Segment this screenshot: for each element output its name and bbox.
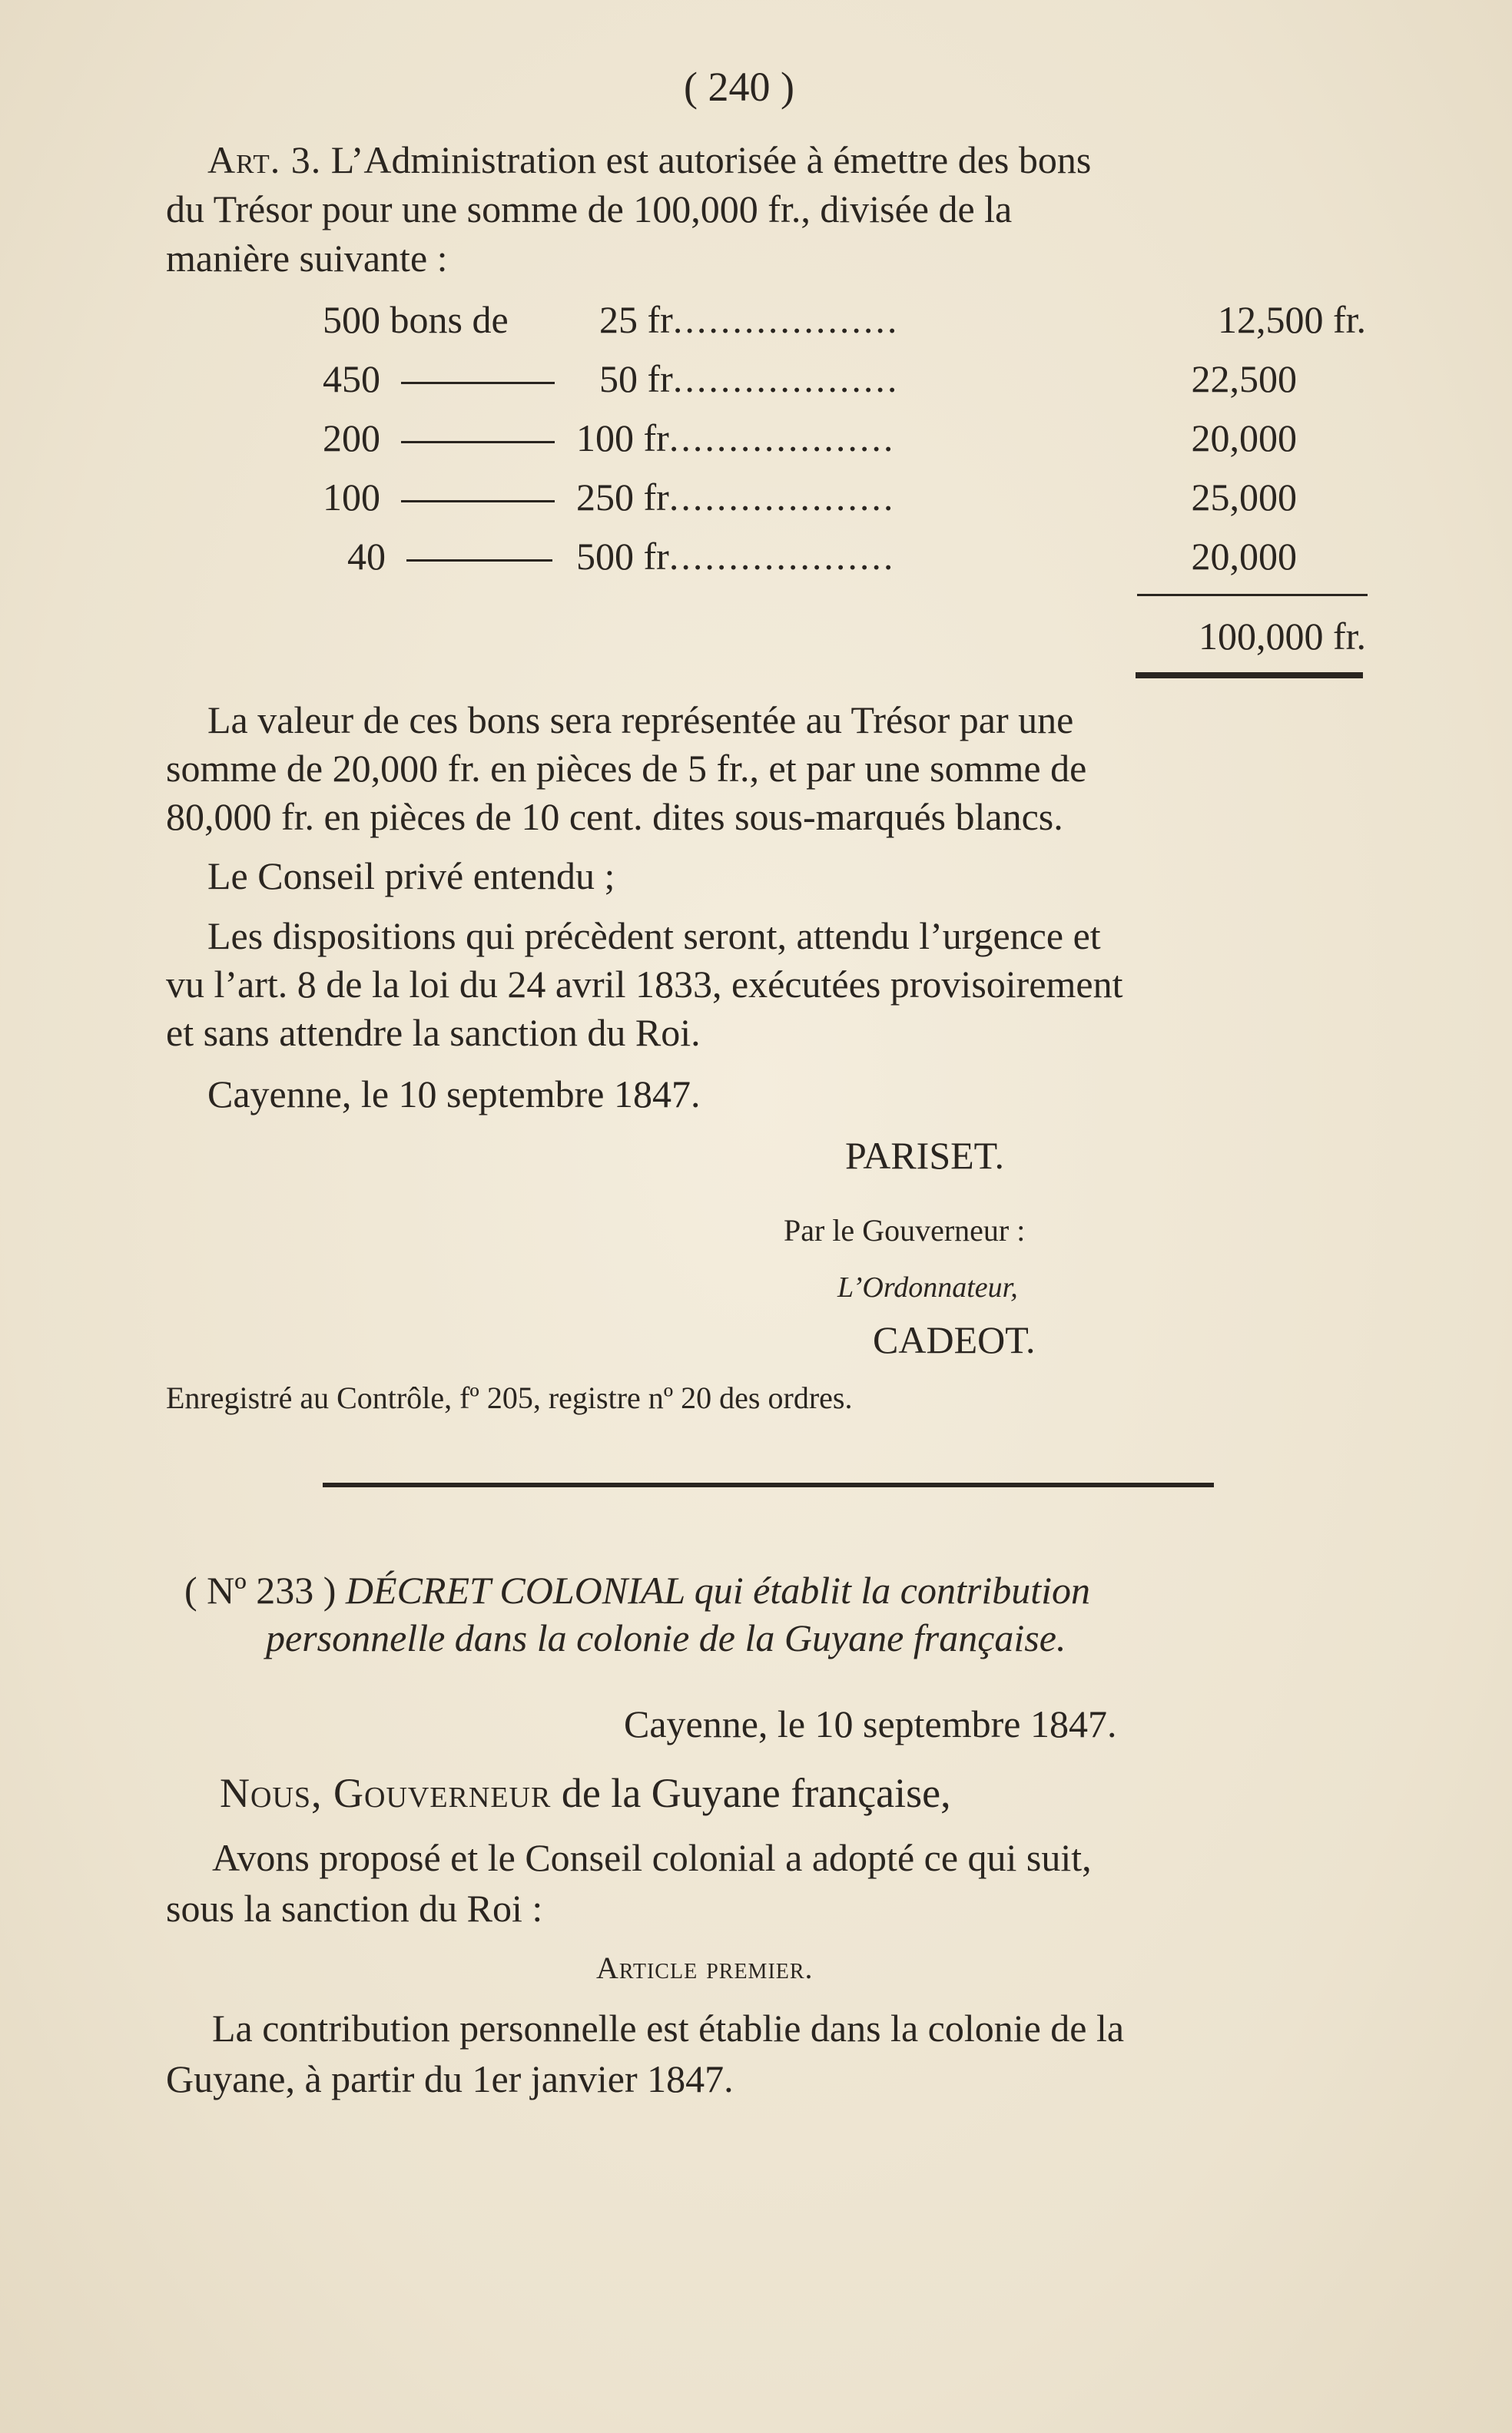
bons-row	[323, 354, 555, 403]
bons-row	[323, 413, 555, 462]
bons-value: 50 fr...................	[599, 357, 900, 400]
bons-value: 100 fr...................	[576, 416, 896, 459]
signature-cadeot: CADEOT.	[873, 1318, 1036, 1361]
avons-line1: Avons proposé et le Conseil colonial a adopté ce qui suit,	[212, 1836, 1092, 1879]
section-divider	[323, 1483, 1214, 1487]
bons-qty: 500	[323, 298, 380, 341]
contribution-line1: La contribution personnelle est établie dans la colonie de la	[212, 2007, 1125, 2050]
bons-total: 20,000	[1191, 535, 1297, 578]
bons-row	[323, 472, 555, 522]
art3-line2: du Trésor pour une somme de 100,000 fr., divisée de la	[166, 187, 1013, 230]
grand-total: 100,000 fr.	[1198, 615, 1366, 658]
decret-title1: DÉCRET COLONIAL qui établit la contribution	[345, 1569, 1090, 1612]
decret-title-line1	[184, 1566, 1090, 1615]
bons-dash	[401, 500, 555, 502]
art3-line1	[207, 135, 1091, 184]
bons-qty: 100	[323, 476, 380, 519]
total-underline	[1136, 672, 1363, 678]
par-le-gouverneur: Par le Gouverneur :	[784, 1213, 1026, 1248]
nous-line	[220, 1768, 951, 1818]
article-premier: Article premier.	[596, 1951, 814, 1985]
art3-label: Art. 3.	[207, 138, 322, 181]
bons-dash	[401, 441, 555, 443]
bons-total: 25,000	[1191, 476, 1297, 519]
valeur-line1: La valeur de ces bons sera représentée au Trésor par une	[207, 698, 1074, 741]
dispositions-line2: vu l’art. 8 de la loi du 24 avril 1833, exécutées provisoirement	[166, 963, 1123, 1006]
bons-total: 12,500 fr.	[1217, 298, 1366, 341]
date-line: Cayenne, le 10 septembre 1847.	[207, 1072, 701, 1115]
dispositions-line3: et sans attendre la sanction du Roi.	[166, 1011, 701, 1054]
bons-total: 20,000	[1191, 416, 1297, 459]
signature-pariset: PARISET.	[845, 1134, 1005, 1177]
conseil-line: Le Conseil privé entendu ;	[207, 854, 615, 897]
enregistre-line: Enregistré au Contrôle, fº 205, registre nº 20 des ordres.	[166, 1381, 853, 1415]
art3-text1: L’Administration est autorisée à émettre des bons	[321, 138, 1092, 181]
nous-gouverneur: Nous, Gouverneur	[220, 1770, 552, 1816]
bons-value: 250 fr...................	[576, 476, 896, 519]
bons-value: 25 fr...................	[599, 298, 900, 341]
bons-sep: bons de	[390, 298, 509, 341]
bons-value: 500 fr...................	[576, 535, 896, 578]
sum-rule	[1137, 594, 1368, 596]
bons-total: 22,500	[1191, 357, 1297, 400]
bons-qty: 40	[347, 535, 386, 578]
bons-row	[323, 295, 509, 344]
bons-row	[347, 532, 552, 581]
bons-qty: 450	[323, 357, 380, 400]
bons-dash	[401, 382, 555, 384]
bons-qty: 200	[323, 416, 380, 459]
avons-line2: sous la sanction du Roi :	[166, 1887, 543, 1930]
decret-title-line2: personnelle dans la colonie de la Guyane française.	[266, 1616, 1066, 1659]
nous-rest: de la Guyane française,	[551, 1770, 951, 1816]
bons-dash	[406, 559, 552, 562]
dispositions-line1: Les dispositions qui précèdent seront, attendu l’urgence et	[207, 914, 1101, 957]
page-number: ( 240 )	[684, 64, 794, 110]
valeur-line3: 80,000 fr. en pièces de 10 cent. dites sous-marqués blancs.	[166, 795, 1063, 838]
valeur-line2: somme de 20,000 fr. en pièces de 5 fr., et par une somme de	[166, 747, 1087, 790]
art3-line3: manière suivante :	[166, 237, 448, 280]
ordonnateur-label: L’Ordonnateur,	[837, 1271, 1018, 1304]
contribution-line2: Guyane, à partir du 1er janvier 1847.	[166, 2057, 734, 2100]
decret-date: Cayenne, le 10 septembre 1847.	[624, 1702, 1117, 1745]
decret-number: ( Nº 233 )	[184, 1569, 337, 1612]
